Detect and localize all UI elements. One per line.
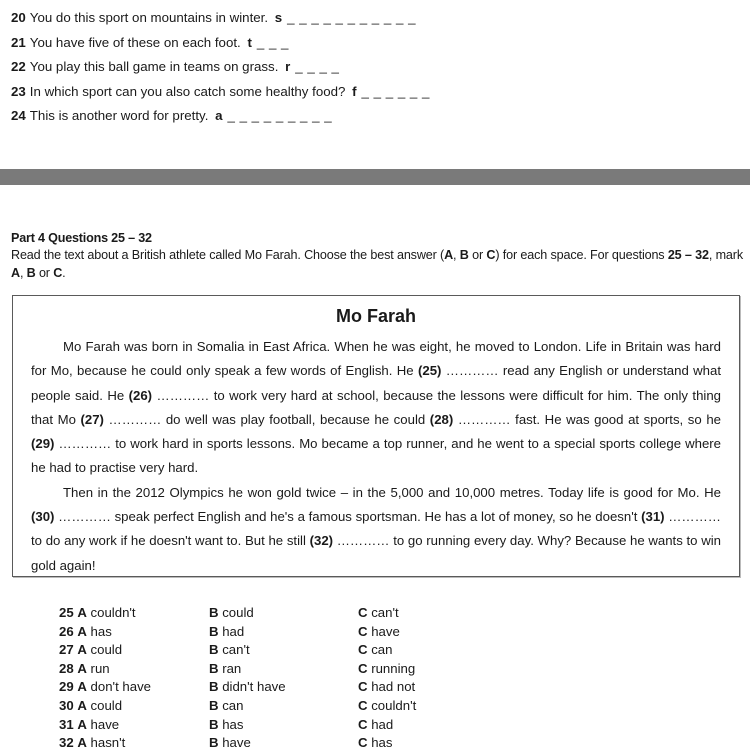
passage-text: ………… to work hard in sports lessons. Mo became a top runner, and he went to a special sports college where he had to practise very hard.	[31, 436, 721, 476]
answer-options-table	[59, 604, 508, 753]
passage-paragraph-2	[31, 481, 721, 578]
option-text: can't	[222, 642, 250, 658]
option-b[interactable]	[209, 623, 358, 642]
option-label: B	[209, 660, 219, 676]
option-label: B	[209, 697, 219, 713]
option-text: can't	[371, 605, 399, 620]
option-text: running	[371, 660, 416, 676]
question-number: 29	[59, 679, 74, 695]
gap-31[interactable]: (31)	[641, 509, 665, 525]
question-number: 32	[59, 735, 74, 751]
part4-instructions	[11, 246, 743, 282]
option-text: could	[222, 605, 254, 620]
option-label: B	[209, 623, 219, 639]
question-text: This is another word for pretty.	[29, 108, 213, 123]
option-label: A	[77, 716, 87, 732]
option-label: C	[358, 642, 368, 658]
options-row-25	[59, 604, 508, 623]
question-20	[11, 6, 731, 31]
option-text: ran	[222, 660, 242, 676]
passage-text: ………… speak perfect English and he's a famous sportsman. He has a lot of money, so he doesn't	[54, 509, 642, 525]
options-row-26	[59, 623, 508, 642]
passage-text: ………… to work very hard at school, because the lessons were difficult for him. The only thing that Mo	[31, 387, 721, 427]
option-a[interactable]	[59, 678, 209, 697]
instr-text: or	[35, 266, 54, 280]
option-text: had	[222, 623, 245, 639]
question-number: 31	[59, 716, 74, 732]
option-text: have	[90, 716, 120, 732]
option-text: has	[90, 623, 112, 639]
gap-28[interactable]: (28)	[429, 411, 454, 427]
option-text: have	[222, 735, 251, 751]
options-row-30	[59, 697, 508, 716]
options-row-31	[59, 716, 508, 735]
option-label: A	[77, 679, 87, 695]
instr-text: ,	[453, 248, 460, 262]
option-c[interactable]	[358, 697, 508, 716]
passage-text: ………… to do any work if he doesn't want to. But he still	[31, 509, 721, 549]
question-number: 27	[59, 642, 74, 658]
gap-25[interactable]: (25)	[417, 363, 442, 379]
option-text: don't have	[90, 679, 151, 695]
option-text: didn't have	[222, 679, 286, 695]
option-b[interactable]	[209, 697, 358, 716]
answer-first-letter: r	[285, 59, 291, 74]
option-label: C	[358, 679, 368, 695]
option-a[interactable]	[59, 623, 209, 642]
passage-text: ………… read any English or understand what people said. He	[31, 363, 721, 403]
option-text: could	[90, 642, 123, 658]
option-label: C	[358, 716, 368, 732]
question-22	[11, 55, 731, 80]
question-number: 30	[59, 697, 74, 713]
option-text: couldn't	[90, 605, 136, 620]
page-divider-bar	[0, 169, 750, 185]
options-row-27	[59, 641, 508, 660]
reading-passage-box	[12, 295, 740, 577]
part4-header	[11, 231, 743, 282]
option-text: could	[90, 697, 123, 713]
option-text: has	[371, 735, 393, 751]
instr-text: .	[62, 266, 66, 280]
question-number: 28	[59, 660, 74, 676]
instr-text: , mark	[708, 248, 743, 262]
option-label: A	[77, 735, 87, 751]
question-number: 25	[59, 605, 74, 620]
gap-32[interactable]: (32)	[309, 533, 334, 549]
option-a[interactable]	[59, 716, 209, 735]
question-text: You play this ball game in teams on grass.	[29, 59, 283, 74]
answer-first-letter: t	[247, 34, 252, 50]
option-label: C	[358, 623, 368, 639]
option-label: C	[358, 697, 368, 713]
option-text: had	[371, 716, 394, 732]
instr-option-a: A	[444, 248, 454, 262]
option-c[interactable]	[358, 641, 508, 660]
passage-text: ………… fast. He was good at sports, so he	[453, 411, 721, 427]
option-b[interactable]	[209, 678, 358, 697]
part3-question-list	[11, 6, 731, 129]
option-c[interactable]	[358, 623, 508, 642]
option-text: run	[90, 660, 110, 676]
option-text: couldn't	[371, 697, 417, 713]
instr-option-c: C	[486, 248, 496, 262]
options-row-29	[59, 678, 508, 697]
passage-title: Mo Farah	[335, 306, 416, 326]
option-label: B	[209, 716, 219, 732]
option-label: C	[358, 735, 368, 751]
question-24	[11, 104, 731, 129]
instr-option-b: B	[459, 248, 469, 262]
option-label: A	[77, 605, 87, 620]
answer-first-letter: f	[352, 83, 357, 99]
instr-text: ) for each space. For questions	[495, 248, 668, 262]
answer-first-letter: a	[215, 108, 223, 123]
option-text: has	[222, 716, 244, 732]
option-c[interactable]	[358, 716, 508, 735]
question-number: 23	[11, 83, 26, 99]
option-label: B	[209, 605, 219, 620]
passage-text: Mo Farah was born in Somalia in East Africa. When he was eight, he moved to London. Life in Britain was hard for Mo, because he could only speak a few words of English. He	[31, 339, 721, 379]
option-label: A	[77, 697, 87, 713]
answer-blanks[interactable]: _ _ _	[256, 34, 289, 50]
option-label: B	[209, 679, 219, 695]
option-c[interactable]	[358, 678, 508, 697]
passage-text: Then in the 2012 Olympics he won gold twice – in the 5,000 and 10,000 metres. Today life is good for Mo. He	[63, 484, 721, 500]
option-b[interactable]	[209, 604, 358, 623]
question-text: You have five of these on each foot.	[29, 34, 245, 50]
instr-option-c: C	[53, 266, 63, 280]
instr-option-a: A	[11, 266, 20, 280]
option-label: C	[358, 660, 368, 676]
option-text: hasn't	[90, 735, 126, 751]
passage-paragraph-1	[31, 335, 721, 481]
instr-text: or	[468, 248, 487, 262]
option-b[interactable]	[209, 660, 358, 679]
option-a[interactable]	[59, 660, 209, 679]
option-label: B	[209, 642, 219, 658]
option-text: can	[222, 697, 244, 713]
option-label: A	[77, 623, 87, 639]
answer-blanks[interactable]: _ _ _ _ _ _	[361, 83, 430, 99]
instr-option-b: B	[26, 266, 36, 280]
question-text: You do this sport on mountains in winter.	[29, 10, 272, 25]
question-text: In which sport can you also catch some healthy food?	[29, 83, 350, 99]
question-number: 24	[11, 108, 26, 123]
instr-text: Read the text about a British athlete called Mo Farah. Choose the best answer (	[11, 248, 445, 262]
option-b[interactable]	[209, 716, 358, 735]
question-21	[11, 31, 731, 56]
answer-blanks[interactable]: _ _ _ _	[295, 59, 340, 74]
passage-body	[13, 335, 739, 578]
option-c[interactable]	[358, 604, 508, 623]
answer-blanks[interactable]: _ _ _ _ _ _ _ _ _ _ _	[287, 10, 416, 25]
passage-text: ………… do well was play football, because he could	[103, 411, 430, 427]
option-a[interactable]	[59, 604, 209, 623]
passage-text: ………… to go running every day. Why? Because he wants to win gold again!	[31, 533, 721, 573]
option-a[interactable]	[59, 697, 209, 716]
option-label: A	[77, 660, 87, 676]
option-a[interactable]	[59, 641, 209, 660]
option-text: can	[371, 642, 393, 658]
option-c[interactable]	[358, 660, 508, 679]
question-number: 21	[11, 34, 26, 50]
gap-29[interactable]: (29)	[31, 436, 55, 452]
question-number: 26	[59, 623, 74, 639]
gap-27[interactable]: (27)	[80, 411, 104, 427]
part4-title: Part 4 Questions 25 – 32	[11, 231, 152, 245]
gap-30[interactable]: (30)	[31, 509, 55, 525]
options-row-28	[59, 660, 508, 679]
instr-question-range: 25 – 32	[667, 248, 709, 262]
question-23	[11, 80, 731, 105]
answer-blanks[interactable]: _ _ _ _ _ _ _ _ _	[227, 108, 333, 123]
gap-26[interactable]: (26)	[128, 387, 153, 403]
question-number: 20	[11, 10, 26, 25]
option-label: B	[209, 735, 219, 751]
option-label: C	[358, 605, 368, 620]
option-label: A	[77, 642, 87, 658]
option-text: had not	[371, 679, 416, 695]
question-number: 22	[11, 59, 26, 74]
answer-first-letter: s	[274, 10, 283, 25]
instr-text: ,	[19, 266, 27, 280]
option-text: have	[371, 623, 400, 639]
option-b[interactable]	[209, 641, 358, 660]
